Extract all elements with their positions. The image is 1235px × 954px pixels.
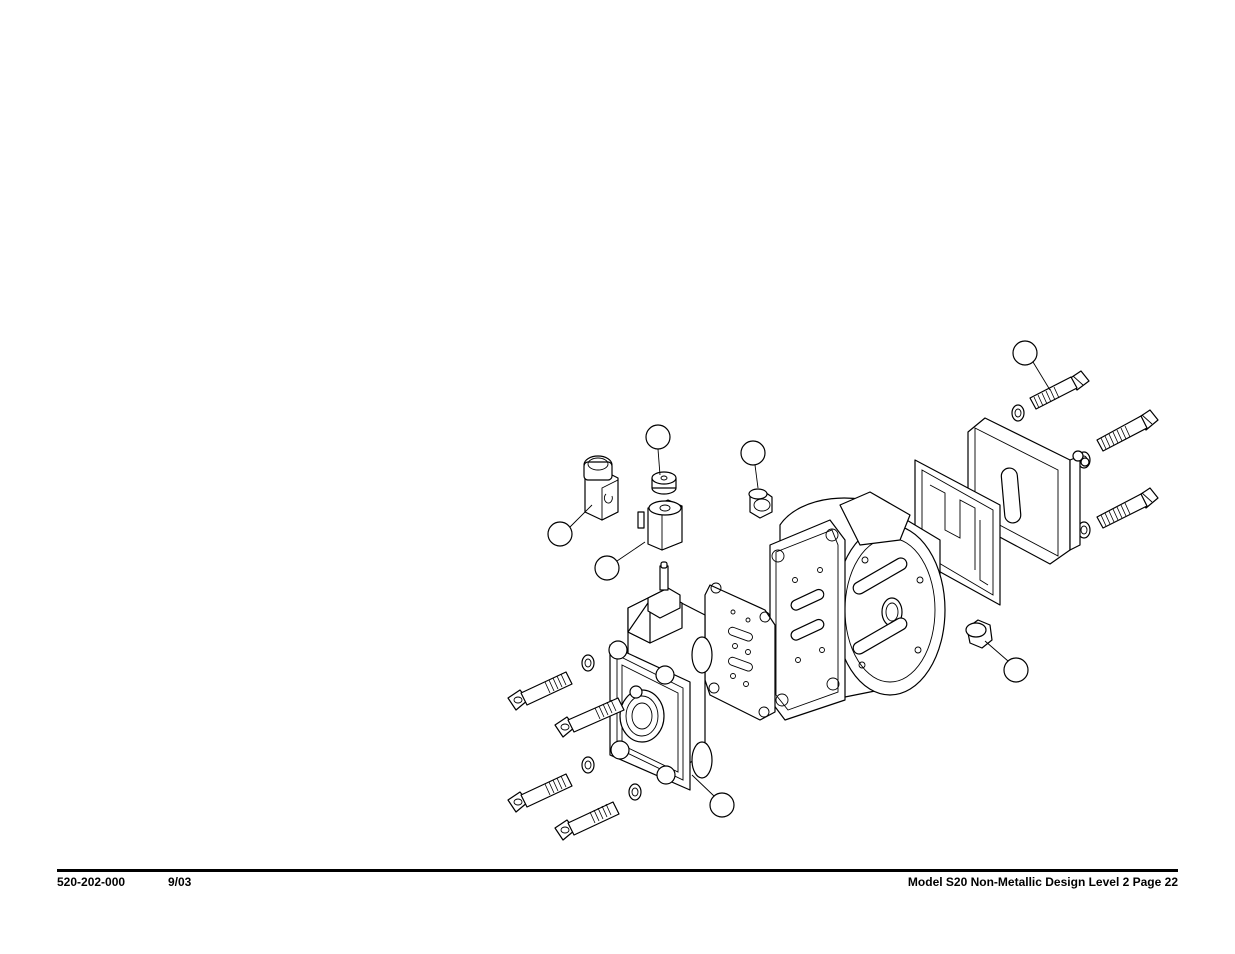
callout-4 — [548, 505, 592, 546]
bolt-left-4 — [555, 802, 619, 840]
coil-nut — [652, 472, 676, 494]
washer-top — [1012, 405, 1024, 421]
callout-6 — [985, 641, 1028, 682]
washer-left-4 — [629, 784, 641, 800]
bolt-left-1 — [508, 672, 572, 710]
plug-top — [749, 489, 772, 518]
gasket-left — [705, 583, 775, 720]
document-date: 9/03 — [168, 875, 192, 889]
document-number: 520-202-000 — [57, 875, 126, 889]
washer-left-3 — [582, 757, 594, 773]
callout-7 — [692, 775, 734, 817]
callout-1 — [1013, 341, 1050, 390]
bolt-right-middle — [1097, 410, 1158, 451]
solenoid-connector — [584, 456, 618, 520]
callout-5 — [595, 542, 645, 580]
callout-2 — [646, 425, 670, 475]
washer-left-1 — [582, 655, 594, 671]
page-title: Model S20 Non-Metallic Design Level 2 Page 22 — [907, 875, 1178, 889]
callout-3 — [741, 441, 765, 488]
bolt-right-lower — [1097, 488, 1158, 528]
footer-rule — [57, 869, 1178, 872]
bolt-top-right-upper — [1030, 371, 1089, 409]
pilot-block — [628, 562, 682, 643]
bolt-left-3 — [508, 774, 572, 812]
